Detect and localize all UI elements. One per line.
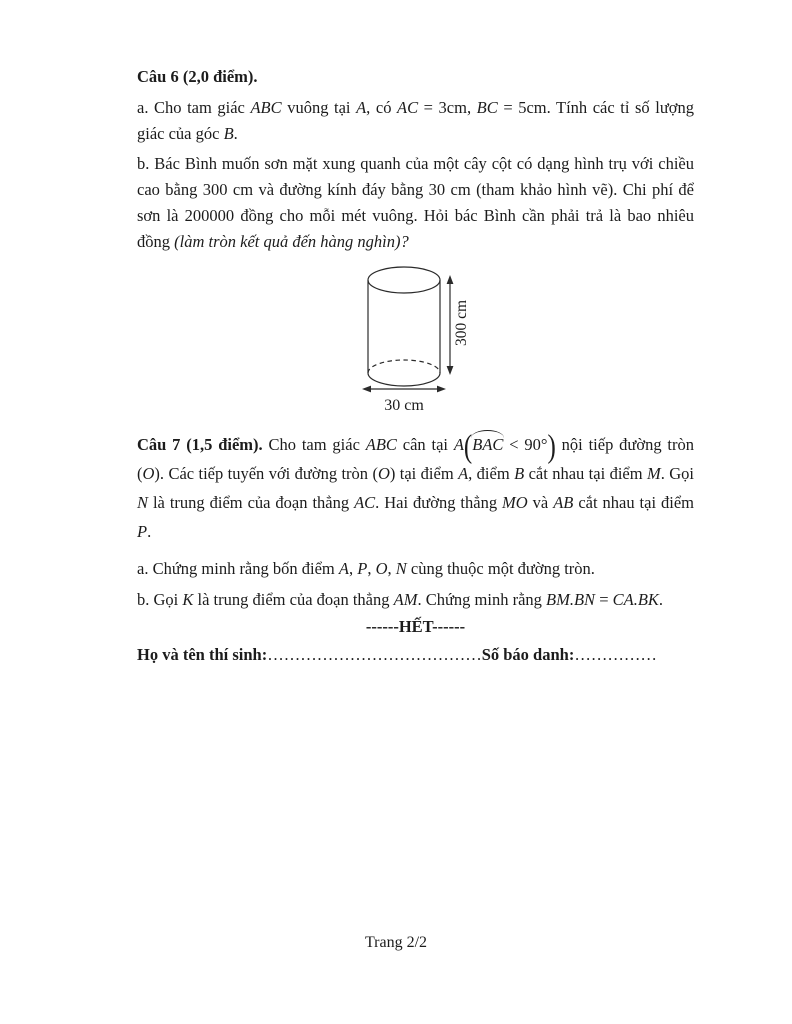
text-run: AB <box>553 493 574 512</box>
text-run: và <box>527 493 554 512</box>
exam-content <box>137 64 694 668</box>
text-run: , điểm <box>468 464 515 483</box>
text-run: N <box>395 559 407 578</box>
text-run: BM.BN <box>546 590 596 609</box>
text-run: . <box>658 590 664 609</box>
text-run: . Hai đường thẳng <box>375 493 503 512</box>
text-run: ) tại điểm <box>389 464 459 483</box>
text-run: A <box>356 98 367 117</box>
text-run: AM <box>393 590 418 609</box>
text-run: . Gọi <box>660 464 694 483</box>
text-run: ABC <box>250 98 282 117</box>
text-run: …………… <box>574 645 657 664</box>
question-6-part-b <box>137 151 694 255</box>
text-run: B <box>514 464 525 483</box>
text-run: AC <box>354 493 376 512</box>
text-run: = 3cm, <box>418 98 477 117</box>
text-run: a. Chứng minh rằng bốn điểm <box>137 559 339 578</box>
text-run: M <box>646 464 661 483</box>
question-7-part-b <box>137 587 694 613</box>
text-run: cắt nhau tại điểm <box>524 464 647 483</box>
question-7-intro <box>137 430 694 546</box>
question-6-heading: Câu 6 (2,0 điểm). <box>137 67 258 86</box>
text-run: < 90° <box>503 435 548 454</box>
text-run: Cho tam giác <box>262 435 366 454</box>
text-run: AC <box>397 98 419 117</box>
text-run: B <box>223 124 234 143</box>
text-run: cân tại <box>396 435 454 454</box>
text-run: , có <box>366 98 398 117</box>
text-run: ………………………………… <box>267 645 482 664</box>
cylinder-bottom-arc <box>368 373 440 386</box>
text-run: Câu 7 (1,5 điểm). <box>137 435 263 454</box>
text-run: . <box>147 522 152 541</box>
text-run: A <box>338 559 349 578</box>
diameter-label: 30 cm <box>384 397 424 414</box>
question-7-part-a <box>137 556 694 582</box>
text-run: MO <box>502 493 528 512</box>
height-arrowhead-top <box>447 275 454 284</box>
text-run: = <box>595 590 613 609</box>
text-run: cùng thuộc một đường tròn. <box>406 559 595 578</box>
text-run: . Chứng minh rằng <box>417 590 547 609</box>
text-run: O <box>375 559 388 578</box>
text-run: Số báo danh: <box>481 645 575 664</box>
text-run: là trung điểm của đoạn thẳng <box>193 590 394 609</box>
text-run: = 5cm. Tính các tỉ số lượng giác của góc <box>137 98 694 143</box>
height-label: 300 cm <box>453 299 470 347</box>
text-run: O <box>377 464 390 483</box>
text-run: A <box>453 435 464 454</box>
text-run: O <box>142 464 155 483</box>
text-run: , <box>367 559 376 578</box>
text-run: A <box>458 464 469 483</box>
text-run: P <box>357 559 368 578</box>
diameter-arrowhead-left <box>362 386 371 393</box>
text-run: a. Cho tam giác <box>137 98 251 117</box>
page-number: Trang 2/2 <box>364 934 428 951</box>
text-run: N <box>137 493 149 512</box>
text-run: ( <box>463 429 473 465</box>
cylinder-figure-svg <box>349 263 494 415</box>
text-run: (làm tròn kết quả đến hàng nghìn)? <box>174 232 409 251</box>
text-run: CA.BK <box>612 590 659 609</box>
text-run: K <box>182 590 194 609</box>
text-run: là trung điểm của đoạn thẳng <box>148 493 355 512</box>
text-run: ) <box>547 429 556 465</box>
text-run: ). Các tiếp tuyến với đường tròn ( <box>154 464 378 483</box>
text-run: b. Gọi <box>137 590 183 609</box>
cylinder-bottom-dashed-arc <box>368 360 440 373</box>
text-run: vuông tại <box>281 98 357 117</box>
text-run: P <box>137 522 148 541</box>
text-run: cắt nhau tại điểm <box>573 493 694 512</box>
signature-line <box>137 642 694 668</box>
text-run: BAC <box>472 435 504 454</box>
text-run: Họ và tên thí sinh: <box>137 645 268 664</box>
text-run: . <box>233 124 238 143</box>
text-run: ABC <box>365 435 397 454</box>
text-run: BC <box>476 98 498 117</box>
height-arrowhead-bottom <box>447 366 454 375</box>
text-run: , <box>387 559 396 578</box>
question-6-part-a <box>137 95 694 147</box>
cylinder-top-ellipse <box>368 267 440 293</box>
text-run: nội tiếp đường tròn ( <box>137 435 694 483</box>
diameter-arrowhead-right <box>437 386 446 393</box>
end-marker: ------HẾT------ <box>365 617 466 636</box>
text-run: b. Bác Bình muốn sơn mặt xung quanh của một cây cột có dạng hình trụ với chiều cao bằng 300 cm và đường kính đáy bằng 30 cm (tham khảo hình vẽ). Chi phí để sơn là 200000 đồng cho mỗi mét vuông. Hỏi bác Bình cần phải trả là bao nhiêu đồng <box>137 154 694 251</box>
text-run: , <box>348 559 358 578</box>
cylinder-figure <box>349 263 494 420</box>
